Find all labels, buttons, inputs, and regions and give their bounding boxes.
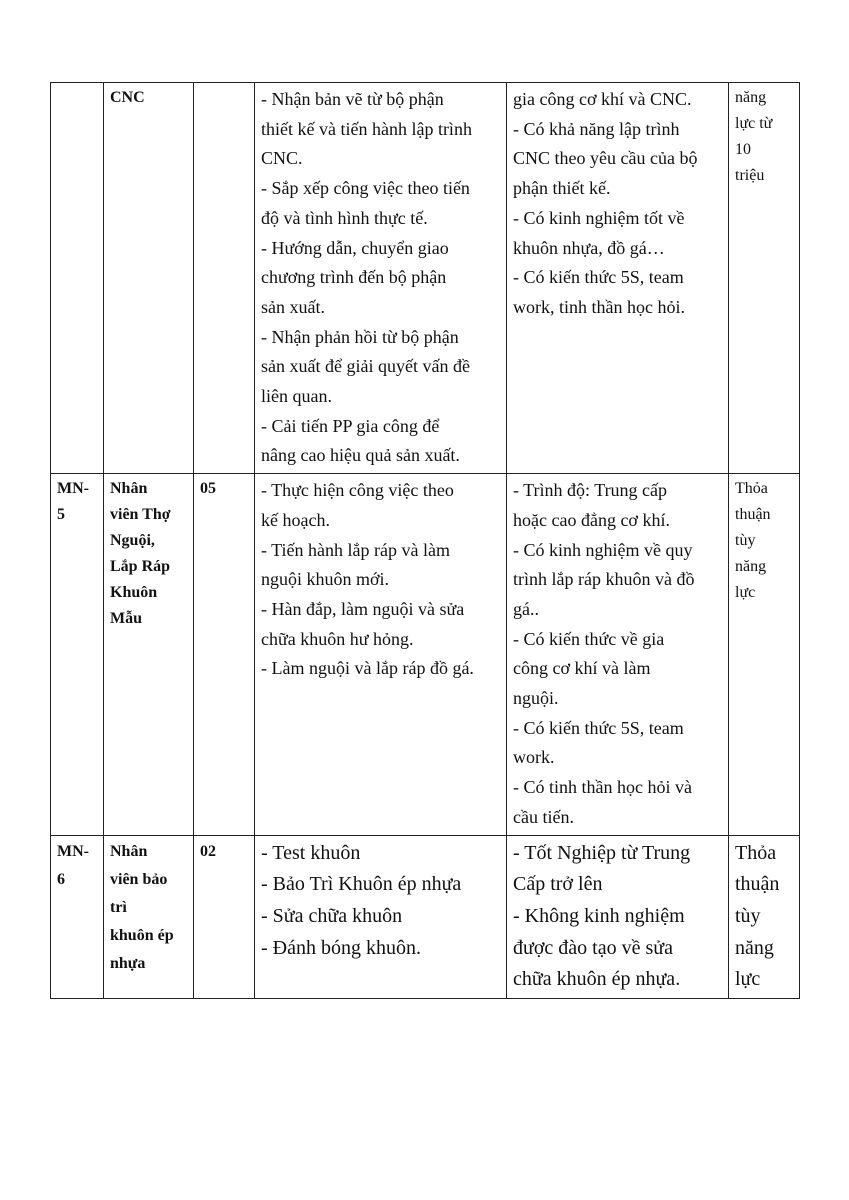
requirement-line: work. xyxy=(513,747,555,768)
position-code-cell xyxy=(51,83,104,474)
position-title-cell xyxy=(104,835,194,999)
requirement-line: Cấp trở lên xyxy=(513,873,603,896)
requirement-line: hoặc cao đẳng cơ khí. xyxy=(513,509,670,530)
position-title-line: trì xyxy=(110,898,127,916)
quantity-cell xyxy=(194,835,255,999)
description-cell xyxy=(255,83,507,474)
description-line: - Tiến hành lắp ráp và làm xyxy=(261,539,450,560)
description-line: CNC. xyxy=(261,148,303,169)
position-title-cell xyxy=(104,474,194,835)
salary-line: triệu xyxy=(735,167,765,184)
position-code-cell xyxy=(51,835,104,999)
quantity-cell xyxy=(194,474,255,835)
table-row-cnc xyxy=(51,83,800,474)
requirements-cell xyxy=(507,835,729,999)
requirement-line: khuôn nhựa, đồ gá… xyxy=(513,237,665,258)
salary-line: thuận xyxy=(735,506,771,524)
description-line: - Làm nguội và lắp ráp đồ gá. xyxy=(261,658,474,679)
position-title-line: Lắp Ráp xyxy=(110,558,171,576)
position-code-line: 5 xyxy=(57,506,65,524)
description-line: - Đánh bóng khuôn. xyxy=(261,936,421,959)
requirement-line: trình lắp ráp khuôn và đồ xyxy=(513,569,695,590)
quantity-cell xyxy=(194,83,255,474)
position-code-cell xyxy=(51,474,104,835)
description-line: - Hàn đắp, làm nguội và sửa xyxy=(261,598,465,619)
requirement-line: - Trình độ: Trung cấp xyxy=(513,480,668,501)
position-title-line: viên Thợ xyxy=(110,506,171,524)
requirement-line: work, tinh thần học hỏi. xyxy=(513,296,685,317)
position-code-line: 6 xyxy=(57,870,65,888)
position-title-line: nhựa xyxy=(110,954,146,972)
salary-line: năng xyxy=(735,89,767,106)
description-line: - Hướng dẫn, chuyển giao xyxy=(261,237,449,258)
description-line: - Cải tiến PP gia công để xyxy=(261,415,440,436)
requirement-line: - Có kinh nghiệm về quy xyxy=(513,539,693,560)
table-row-mn6 xyxy=(51,835,800,999)
requirement-line: cầu tiến. xyxy=(513,806,574,827)
description-line: - Thực hiện công việc theo xyxy=(261,480,454,501)
requirement-line: - Có tinh thần học hỏi và xyxy=(513,777,692,798)
requirement-line: nguội. xyxy=(513,688,559,709)
requirement-line: chữa khuôn ép nhựa. xyxy=(513,968,681,991)
description-line: - Bảo Trì Khuôn ép nhựa xyxy=(261,873,462,896)
description-line: nâng cao hiệu quả sản xuất. xyxy=(261,445,460,466)
requirement-line: - Tốt Nghiệp từ Trung xyxy=(513,841,691,864)
job-table xyxy=(50,82,800,999)
requirement-line: CNC theo yêu cầu của bộ xyxy=(513,148,698,169)
requirements-cell xyxy=(507,83,729,474)
requirement-line: được đào tạo về sửa xyxy=(513,936,673,959)
description-line: sản xuất. xyxy=(261,296,325,317)
salary-line: lực xyxy=(735,968,761,991)
description-line: thiết kế và tiến hành lập trình xyxy=(261,118,472,139)
salary-line: năng xyxy=(735,558,767,576)
position-title-line: CNC xyxy=(110,89,145,106)
position-title-cell xyxy=(104,83,194,474)
position-title-line: khuôn ép xyxy=(110,926,174,944)
requirement-line: - Có kiến thức 5S, team xyxy=(513,717,684,738)
position-title-line: Nhân xyxy=(110,842,148,860)
requirement-line: - Có kiến thức 5S, team xyxy=(513,267,684,288)
requirement-line: gá.. xyxy=(513,598,539,619)
quantity-value: 05 xyxy=(200,480,216,498)
salary-cell xyxy=(729,835,800,999)
salary-line: 10 xyxy=(735,141,751,158)
position-title-line: Mẫu xyxy=(110,610,142,628)
salary-line: Thỏa xyxy=(735,841,777,864)
description-line: chương trình đến bộ phận xyxy=(261,267,447,288)
description-line: chữa khuôn hư hỏng. xyxy=(261,628,414,649)
position-title-line: Khuôn xyxy=(110,584,158,602)
salary-line: thuận xyxy=(735,873,780,896)
description-cell xyxy=(255,835,507,999)
salary-cell xyxy=(729,474,800,835)
requirement-line: gia công cơ khí và CNC. xyxy=(513,89,692,109)
description-line: - Test khuôn xyxy=(261,841,361,864)
position-title-line: viên bảo xyxy=(110,870,168,888)
salary-cell xyxy=(729,83,800,474)
position-code-line: MN- xyxy=(57,480,89,498)
requirement-line: - Không kinh nghiệm xyxy=(513,904,685,927)
description-line: kế hoạch. xyxy=(261,509,330,530)
requirement-line: công cơ khí và làm xyxy=(513,658,651,679)
description-line: liên quan. xyxy=(261,386,332,407)
position-code-line: MN- xyxy=(57,842,89,860)
description-line: sản xuất để giải quyết vấn đề xyxy=(261,356,470,377)
requirement-line: phận thiết kế. xyxy=(513,178,611,199)
table-row-mn5 xyxy=(51,474,800,835)
salary-line: tùy xyxy=(735,904,761,927)
description-line: - Sắp xếp công việc theo tiến xyxy=(261,178,470,199)
description-line: - Nhận bản vẽ từ bộ phận xyxy=(261,89,444,109)
description-cell xyxy=(255,474,507,835)
description-line: - Sửa chữa khuôn xyxy=(261,904,403,927)
requirements-cell xyxy=(507,474,729,835)
salary-line: lực xyxy=(735,584,756,602)
requirement-line: - Có kiến thức về gia xyxy=(513,628,665,649)
salary-line: lực từ xyxy=(735,115,773,132)
position-title-line: Nhân xyxy=(110,480,148,498)
description-line: - Nhận phản hồi từ bộ phận xyxy=(261,326,459,347)
requirement-line: - Có khả năng lập trình xyxy=(513,118,680,139)
quantity-value: 02 xyxy=(200,842,216,860)
position-title-line: Nguội, xyxy=(110,532,155,550)
salary-line: năng xyxy=(735,936,774,959)
salary-line: Thỏa xyxy=(735,480,768,498)
description-line: độ và tình hình thực tế. xyxy=(261,207,428,228)
description-line: nguội khuôn mới. xyxy=(261,569,390,590)
salary-line: tùy xyxy=(735,532,756,550)
requirement-line: - Có kinh nghiệm tốt về xyxy=(513,207,685,228)
